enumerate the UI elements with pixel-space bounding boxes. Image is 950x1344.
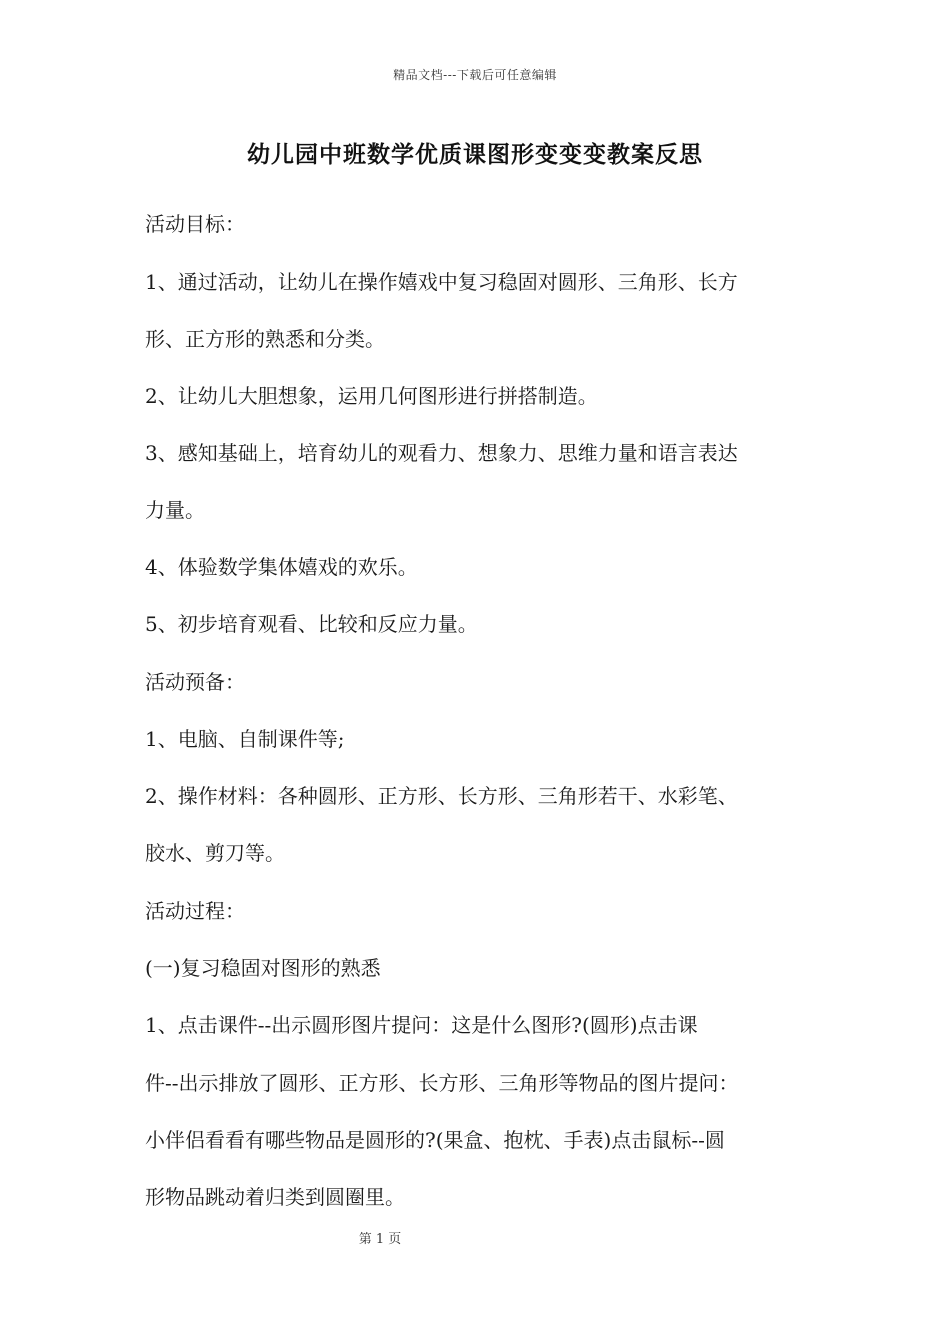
subsection-heading: (一)复习稳固对图形的熟悉 [145,956,381,980]
body-line: 5、初步培育观看、比较和反应力量。 [145,612,478,636]
body-line: 形物品跳动着归类到圆圈里。 [145,1185,405,1209]
body-line: 形、正方形的熟悉和分类。 [145,327,385,351]
section-heading-process: 活动过程： [145,899,245,923]
section-heading-goals: 活动目标： [145,212,245,236]
body-line: 1、通过活动，让幼儿在操作嬉戏中复习稳固对圆形、三角形、长方 [145,270,738,294]
body-line: 1、电脑、自制课件等; [145,727,345,751]
body-line: 1、点击课件--出示圆形图片提问：这是什么图形?(圆形)点击课 [145,1013,698,1037]
body-line: 小伴侣看看有哪些物品是圆形的?(果盒、抱枕、手表)点击鼠标--圆 [145,1128,725,1152]
body-line: 2、操作材料：各种圆形、正方形、长方形、三角形若干、水彩笔、 [145,784,738,808]
body-line: 4、体验数学集体嬉戏的欢乐。 [145,555,418,579]
page-number: 第 1 页 [358,1232,402,1247]
body-line: 胶水、剪刀等。 [145,841,285,865]
header-note: 精品文档---下载后可任意编辑 [393,68,557,82]
body-line: 力量。 [145,498,205,522]
body-line: 3、感知基础上，培育幼儿的观看力、想象力、思维力量和语言表达 [145,441,738,465]
body-line: 件--出示排放了圆形、正方形、长方形、三角形等物品的图片提问： [145,1071,739,1095]
body-line: 2、让幼儿大胆想象，运用几何图形进行拼搭制造。 [145,384,598,408]
section-heading-prep: 活动预备： [145,670,245,694]
document-title: 幼儿园中班数学优质课图形变变变教案反思 [247,141,703,168]
